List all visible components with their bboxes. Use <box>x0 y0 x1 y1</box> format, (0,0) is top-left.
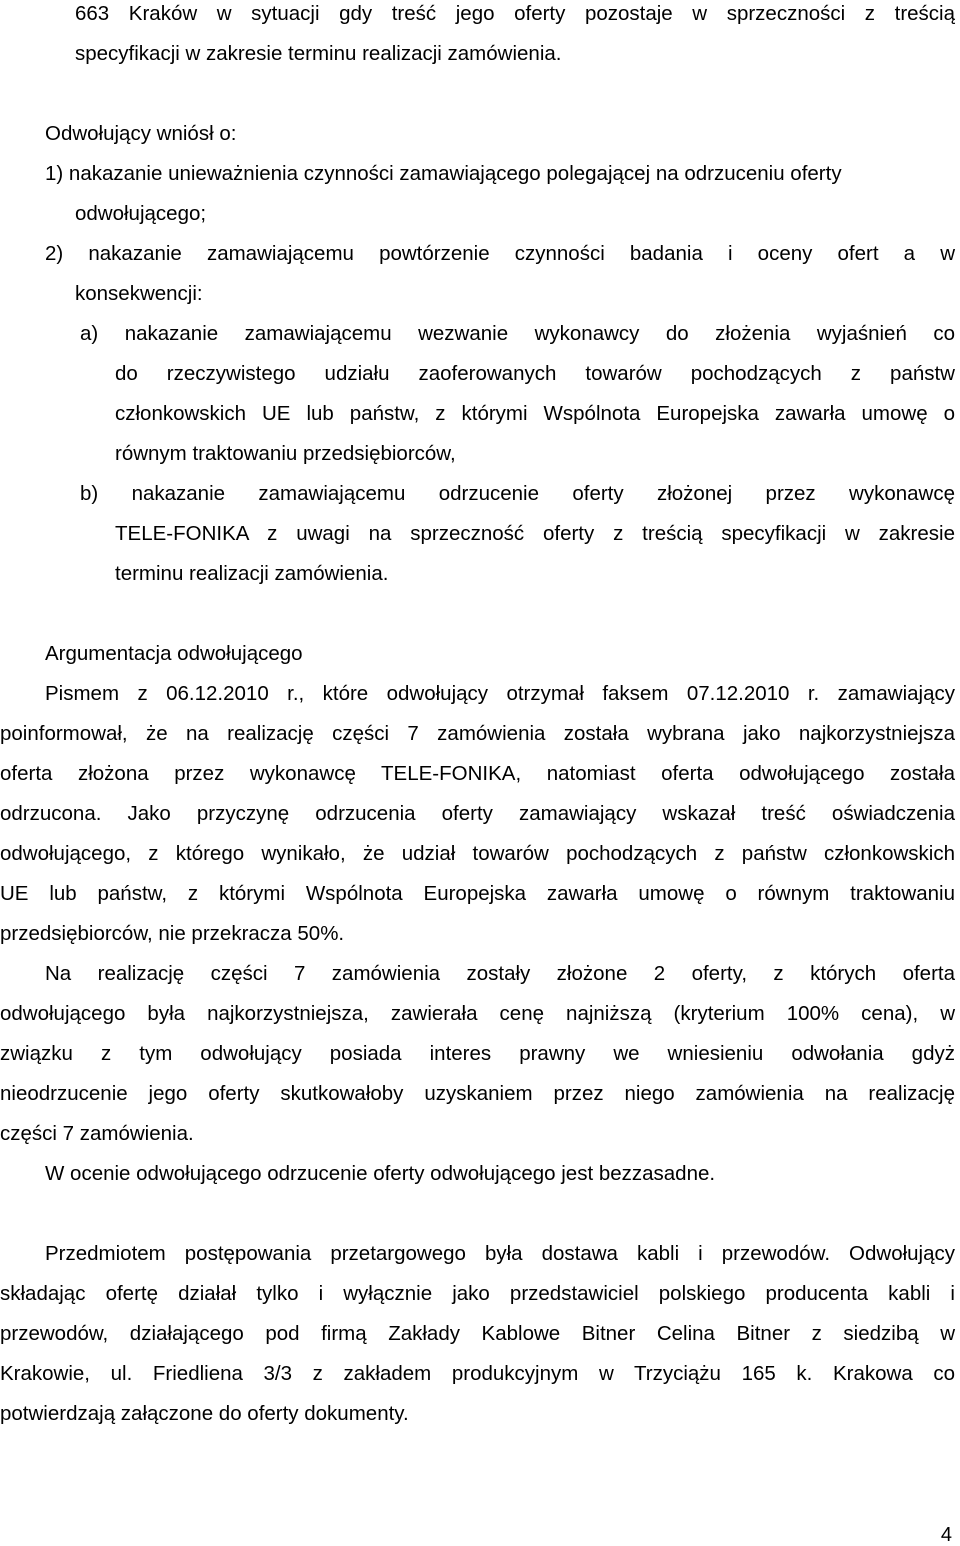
paragraph-line: Pismem z 06.12.2010 r., które odwołujący otrzymał faksem 07.12.2010 r. zamawiający <box>45 682 955 705</box>
paragraph-line: nieodrzucenie jego oferty skutkowałoby uzyskaniem przez niego zamówienia na realizację <box>0 1082 955 1105</box>
paragraph-line: W ocenie odwołującego odrzucenie oferty odwołującego jest bezzasadne. <box>45 1162 716 1185</box>
section-heading: Argumentacja odwołującego <box>45 642 303 665</box>
page-number: 4 <box>940 1524 952 1546</box>
paragraph-line: składając ofertę działał tylko i wyłącznie jako przedstawiciel polskiego producenta kabli i <box>0 1282 955 1305</box>
requests-intro: Odwołujący wniósł o: <box>45 122 237 145</box>
paragraph-line: oferta złożona przez wykonawcę TELE-FONIKA, natomiast oferta odwołującego została <box>0 762 955 785</box>
paragraph-line: Na realizację części 7 zamówienia zostały złożone 2 oferty, z których oferta <box>45 962 955 985</box>
sub-item-a-cont: członkowskich UE lub państw, z którymi Wspólnota Europejska zawarła umowę o <box>115 402 955 425</box>
paragraph-line: odwołującego była najkorzystniejsza, zawierała cenę najniższą (kryterium 100% cena), w <box>0 1002 955 1025</box>
paragraph-line: odrzucona. Jako przyczynę odrzucenia oferty zamawiający wskazał treść oświadczenia <box>0 802 955 825</box>
paragraph-line: odwołującego, z którego wynikało, że udział towarów pochodzących z państw członkowskich <box>0 842 955 865</box>
sub-item-a: a) nakazanie zamawiającemu wezwanie wykonawcy do złożenia wyjaśnień co <box>80 322 955 345</box>
request-item-2-cont: konsekwencji: <box>75 282 203 305</box>
text-line: specyfikacji w zakresie terminu realizacji zamówienia. <box>75 42 562 65</box>
request-item-1-cont: odwołującego; <box>75 202 207 225</box>
sub-item-b-cont: terminu realizacji zamówienia. <box>115 562 389 585</box>
text-line: 663 Kraków w sytuacji gdy treść jego oferty pozostaje w sprzeczności z treścią <box>75 2 955 25</box>
paragraph-line: przewodów, działającego pod firmą Zakłady Kablowe Bitner Celina Bitner z siedzibą w <box>0 1322 955 1345</box>
sub-item-b: b) nakazanie zamawiającemu odrzucenie oferty złożonej przez wykonawcę <box>80 482 955 505</box>
sub-item-b-cont: TELE-FONIKA z uwagi na sprzeczność oferty z treścią specyfikacji w zakresie <box>115 522 955 545</box>
paragraph-line: przedsiębiorców, nie przekracza 50%. <box>0 922 345 945</box>
paragraph-line: związku z tym odwołujący posiada interes prawny we wniesieniu odwołania gdyż <box>0 1042 955 1065</box>
paragraph-line: potwierdzają załączone do oferty dokumenty. <box>0 1402 409 1425</box>
paragraph-line: Przedmiotem postępowania przetargowego była dostawa kabli i przewodów. Odwołujący <box>45 1242 955 1265</box>
sub-item-a-cont: równym traktowaniu przedsiębiorców, <box>115 442 456 465</box>
sub-item-a-cont: do rzeczywistego udziału zaoferowanych towarów pochodzących z państw <box>115 362 955 385</box>
paragraph-line: UE lub państw, z którymi Wspólnota Europejska zawarła umowę o równym traktowaniu <box>0 882 955 905</box>
paragraph-line: Krakowie, ul. Friedliena 3/3 z zakładem produkcyjnym w Trzyciążu 165 k. Krakowa co <box>0 1362 955 1385</box>
request-item-1: 1) nakazanie unieważnienia czynności zamawiającego polegającej na odrzuceniu oferty <box>45 162 842 185</box>
paragraph-line: części 7 zamówienia. <box>0 1122 194 1145</box>
paragraph-line: poinformował, że na realizację części 7 zamówienia została wybrana jako najkorzystniejsza <box>0 722 955 745</box>
request-item-2: 2) nakazanie zamawiającemu powtórzenie czynności badania i oceny ofert a w <box>45 242 955 265</box>
